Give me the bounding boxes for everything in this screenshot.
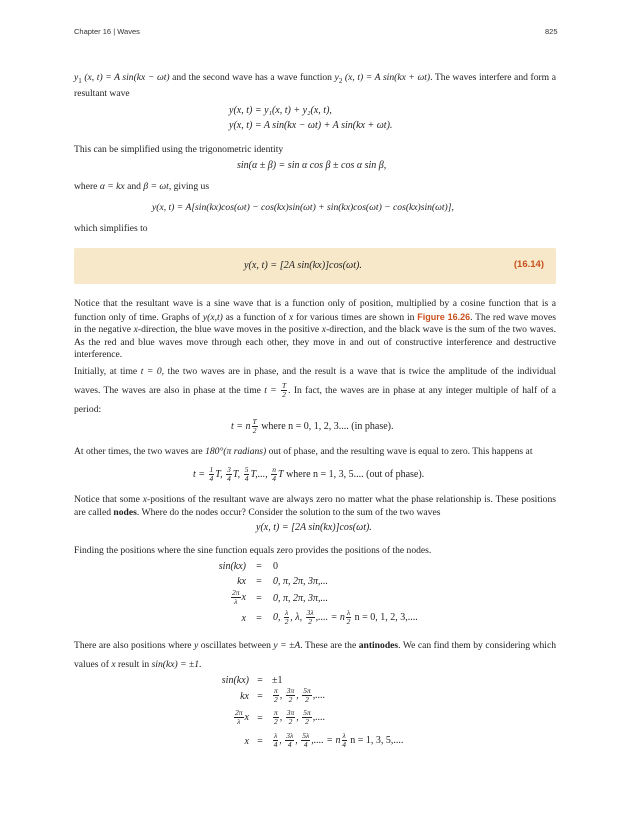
- page-number: 825: [545, 27, 558, 36]
- text: -direction, the blue wave moves in the positive: [137, 324, 322, 336]
- text: . In fact, the waves are in phase at any integer multiple of half of a period:: [74, 385, 556, 415]
- substitution-paragraph: [74, 181, 556, 194]
- node-positions-text: Finding the positions where the sine function equals zero provides the positions of the nodes.: [74, 545, 432, 556]
- out-of-phase-equation: t = $\frac{1}{4}$ T, $\frac{3}{4}$ T, $\frac{5}{4}$ T,..., $\frac{n}{4}$ T where n = 1, 3, 5.... (out of phase).: [193, 465, 425, 483]
- y1-symbol: y: [74, 72, 79, 83]
- symbol: x: [289, 311, 294, 323]
- symbol: y(x,t): [202, 311, 223, 323]
- trig-identity: sin(α ± β) = sin α cos β ± cos α sin β,: [237, 160, 387, 171]
- text: t = n: [231, 420, 251, 432]
- text: out of phase, and the resulting wave is equal to zero. This happens at: [266, 446, 533, 457]
- text: . Where do the nodes occur? Consider the solution to the sum of the two waves: [136, 506, 441, 518]
- text: as a function of: [222, 311, 290, 323]
- nodes-term: nodes: [113, 506, 137, 518]
- sin-condition: sin(kx) = ±1: [151, 659, 199, 670]
- nodes-paragraph: [74, 494, 556, 519]
- text: At other times, the two waves are: [74, 446, 206, 457]
- text: .: [199, 659, 202, 670]
- text: . These are the: [300, 640, 359, 651]
- text: where n = 0, 1, 2, 3.... (in phase).: [258, 420, 394, 432]
- in-phase-paragraph: [74, 362, 556, 419]
- fraction: $\frac{T}{2}$: [252, 417, 257, 435]
- antinodes-paragraph: [74, 636, 556, 674]
- beta-def: β = ωt: [143, 181, 169, 192]
- out-of-phase-paragraph: [74, 446, 556, 459]
- symbol: y: [194, 640, 199, 651]
- symbol: x: [133, 324, 138, 336]
- text: oscillates between: [198, 640, 274, 651]
- symbol: x: [321, 324, 327, 336]
- chapter-header: Chapter 16 | Waves: [74, 27, 140, 36]
- text: , giving us: [168, 181, 210, 192]
- intro-text-end: . The waves interfere and form a resultant wave: [74, 72, 556, 99]
- figure-link[interactable]: Figure 16.26: [417, 311, 471, 322]
- antinodes-term: antinodes: [358, 640, 399, 651]
- text: Initially, at time: [74, 366, 141, 377]
- text: and: [124, 181, 144, 192]
- boxed-equation: [74, 248, 556, 284]
- fraction: $\frac{T}{2}$: [281, 381, 287, 400]
- y2-symbol: y: [334, 72, 339, 83]
- text: result in: [115, 659, 152, 670]
- sum-solution: y(x, t) = [2A sin(kx)]cos(ωt).: [256, 522, 372, 533]
- symbol: x: [111, 659, 116, 670]
- alpha-def: α = kx: [99, 181, 125, 192]
- angle: 180°(π radians): [205, 446, 267, 457]
- text: . We can find them by considering which values of: [74, 640, 557, 670]
- simplifies-text: which simplifies to: [74, 223, 148, 234]
- text: where: [74, 181, 100, 192]
- t-zero: t = 0,: [140, 366, 165, 377]
- trig-intro: This can be simplified using the trigonometric identity: [74, 144, 284, 155]
- text: There are also positions where: [74, 640, 195, 651]
- intro-text: and the second wave has a wave function: [169, 72, 335, 83]
- wave1-function: (x, t) = A sin(kx − ωt): [84, 72, 170, 83]
- equation-number: (16.14): [513, 259, 544, 270]
- text: Notice that the resultant wave is a sine wave that is a function only of position, multiplied by a cosine function that is a function only of time. Graphs of: [74, 298, 556, 323]
- in-phase-equation: [231, 418, 393, 435]
- text: Notice that some: [74, 494, 143, 505]
- text: . The red wave moves in the negative: [74, 311, 556, 336]
- resultant-eq-line1: y(x, t) = y₁(x, t) + y₂(x, t),: [229, 105, 332, 116]
- text: -positions of the resultant wave are always zero no matter what the phase relationship is. These positions are called: [74, 494, 557, 518]
- text: for various times are shown in: [293, 311, 418, 323]
- resultant-eq-line2: y(x, t) = A sin(kx − ωt) + A sin(kx + ωt).: [229, 120, 393, 131]
- symbol: x: [142, 494, 148, 505]
- y-range: y = ±A: [273, 640, 301, 651]
- intro-paragraph: $y_1$ (x, t) = A sin(kx − ωt) and the second wave has a wave function $y_2$ (x, t) = A sin(kx + ωt). The waves interfere and form a resultant wave: [74, 72, 556, 99]
- wave2-function: (x, t) = A sin(kx + ωt): [344, 72, 431, 83]
- text: the two waves are in phase, and the result is a wave that is twice the amplitude of the individual waves. The waves are also in phase at the time: [74, 366, 556, 396]
- standing-wave-equation: y(x, t) = [2A sin(kx)]cos(ωt).: [244, 260, 362, 271]
- t-equals: t =: [264, 385, 280, 396]
- graphs-paragraph: [74, 298, 556, 362]
- text: -direction, and the black wave is the sum of the two waves. As the red and blue waves move through each other, they move in and out of constructive interference and destructive interference.: [74, 324, 556, 361]
- expanded-equation: y(x, t) = A[sin(kx)cos(ωt) − cos(kx)sin(ωt) + sin(kx)cos(ωt) − cos(kx)sin(ωt)],: [152, 202, 454, 213]
